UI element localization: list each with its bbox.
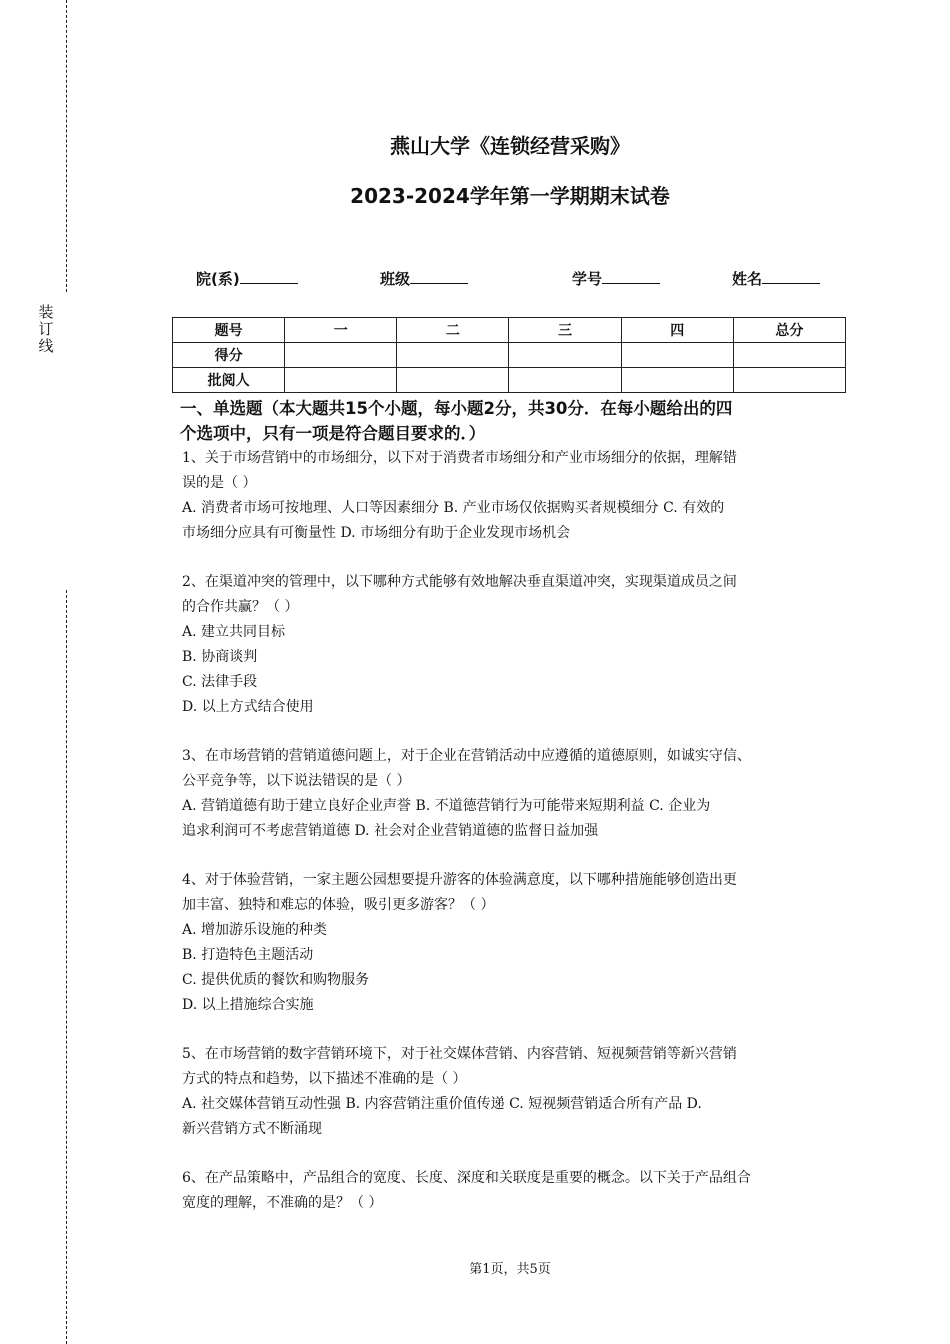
question-line: 5、在市场营销的数字营销环境下，对于社交媒体营销、内容营销、短视频营销等新兴营销 [182, 1046, 737, 1062]
score-table-row [173, 343, 846, 368]
score-cell[interactable] [285, 343, 397, 368]
question-option: D. 以上方式结合使用 [182, 699, 314, 715]
page-footer: 第1页，共5页 [469, 1262, 551, 1277]
score-cell[interactable] [733, 343, 845, 368]
score-cell: 二 [397, 318, 509, 343]
score-cell[interactable] [397, 368, 509, 393]
question-4 [182, 868, 850, 1018]
score-cell[interactable] [509, 343, 621, 368]
info-blank[interactable] [602, 269, 660, 284]
binding-dash-bottom [66, 590, 67, 1344]
question-option: B. 协商谈判 [182, 649, 258, 665]
info-blank[interactable] [762, 269, 820, 284]
question-line: A. 社交媒体营销互动性强 B. 内容营销注重价值传递 C. 短视频营销适合所有产品 D. [182, 1096, 702, 1112]
info-student-id [572, 268, 660, 289]
score-cell: 四 [621, 318, 733, 343]
question-line: 新兴营销方式不断涌现 [182, 1121, 322, 1137]
question-option: A. 建立共同目标 [182, 624, 286, 640]
binding-char: 装 [38, 303, 54, 321]
question-line: 加丰富、独特和难忘的体验，吸引更多游客？（ ） [182, 897, 495, 913]
question-option: A. 增加游乐设施的种类 [182, 922, 328, 938]
section-heading-line: 一、单选题（本大题共15个小题，每小题2分，共30分．在每小题给出的四 [180, 399, 733, 418]
question-line: 3、在市场营销的营销道德问题上，对于企业在营销活动中应遵循的道德原则，如诚实守信、 [182, 748, 751, 764]
score-cell[interactable] [397, 343, 509, 368]
question-1 [182, 446, 850, 546]
info-label: 姓名 [732, 270, 763, 288]
question-line: 2、在渠道冲突的管理中，以下哪种方式能够有效地解决垂直渠道冲突，实现渠道成员之间 [182, 574, 737, 590]
section-heading [180, 396, 840, 446]
score-cell[interactable] [509, 368, 621, 393]
exam-title: 燕山大学《连锁经营采购》 [390, 134, 630, 158]
info-blank[interactable] [410, 269, 468, 284]
score-cell: 题号 [173, 318, 285, 343]
info-class [380, 268, 468, 289]
info-blank[interactable] [240, 269, 298, 284]
question-line: A. 营销道德有助于建立良好企业声誉 B. 不道德营销行为可能带来短期利益 C. 企业为 [182, 798, 711, 814]
question-option: C. 法律手段 [182, 674, 258, 690]
binding-char: 订 [38, 320, 54, 338]
score-cell: 批阅人 [173, 368, 285, 393]
info-name [732, 268, 820, 289]
score-cell: 得分 [173, 343, 285, 368]
question-line: 4、对于体验营销，一家主题公园想要提升游客的体验满意度，以下哪种措施能够创造出更 [182, 872, 737, 888]
info-label: 院(系) [196, 270, 240, 288]
question-line: 的合作共赢？（ ） [182, 599, 299, 615]
section-heading-line: 个选项中，只有一项是符合题目要求的．） [180, 424, 486, 443]
question-line: 6、在产品策略中，产品组合的宽度、长度、深度和关联度是重要的概念。以下关于产品组合 [182, 1170, 751, 1186]
question-line: 误的是（ ） [182, 475, 257, 491]
question-line: 宽度的理解，不准确的是？（ ） [182, 1195, 383, 1211]
score-table-header-row [173, 318, 846, 343]
info-label: 学号 [572, 270, 603, 288]
question-line: 方式的特点和趋势，以下描述不准确的是（ ） [182, 1071, 467, 1087]
binding-label [37, 304, 55, 355]
score-cell: 一 [285, 318, 397, 343]
question-line: 市场细分应具有可衡量性 D. 市场细分有助于企业发现市场机会 [182, 525, 571, 541]
question-6 [182, 1166, 850, 1216]
question-option: D. 以上措施综合实施 [182, 997, 314, 1013]
question-2 [182, 570, 850, 720]
score-table [172, 317, 846, 393]
score-cell[interactable] [621, 368, 733, 393]
question-option: C. 提供优质的餐饮和购物服务 [182, 972, 370, 988]
score-table-row [173, 368, 846, 393]
question-line: 公平竞争等，以下说法错误的是（ ） [182, 773, 411, 789]
score-cell[interactable] [621, 343, 733, 368]
score-cell[interactable] [733, 368, 845, 393]
score-cell[interactable] [285, 368, 397, 393]
score-cell: 总分 [733, 318, 845, 343]
info-department [196, 268, 298, 289]
question-line: A. 消费者市场可按地理、人口等因素细分 B. 产业市场仅依据购买者规模细分 C. 有效的 [182, 500, 725, 516]
question-line: 1、关于市场营销中的市场细分，以下对于消费者市场细分和产业市场细分的依据，理解错 [182, 450, 737, 466]
question-line: 追求利润可不考虑营销道德 D. 社会对企业营销道德的监督日益加强 [182, 823, 599, 839]
info-label: 班级 [380, 270, 411, 288]
exam-subtitle: 2023-2024学年第一学期期末试卷 [350, 184, 670, 208]
question-5 [182, 1042, 850, 1142]
question-option: B. 打造特色主题活动 [182, 947, 314, 963]
question-3 [182, 744, 850, 844]
binding-char: 线 [38, 337, 54, 355]
score-cell: 三 [509, 318, 621, 343]
